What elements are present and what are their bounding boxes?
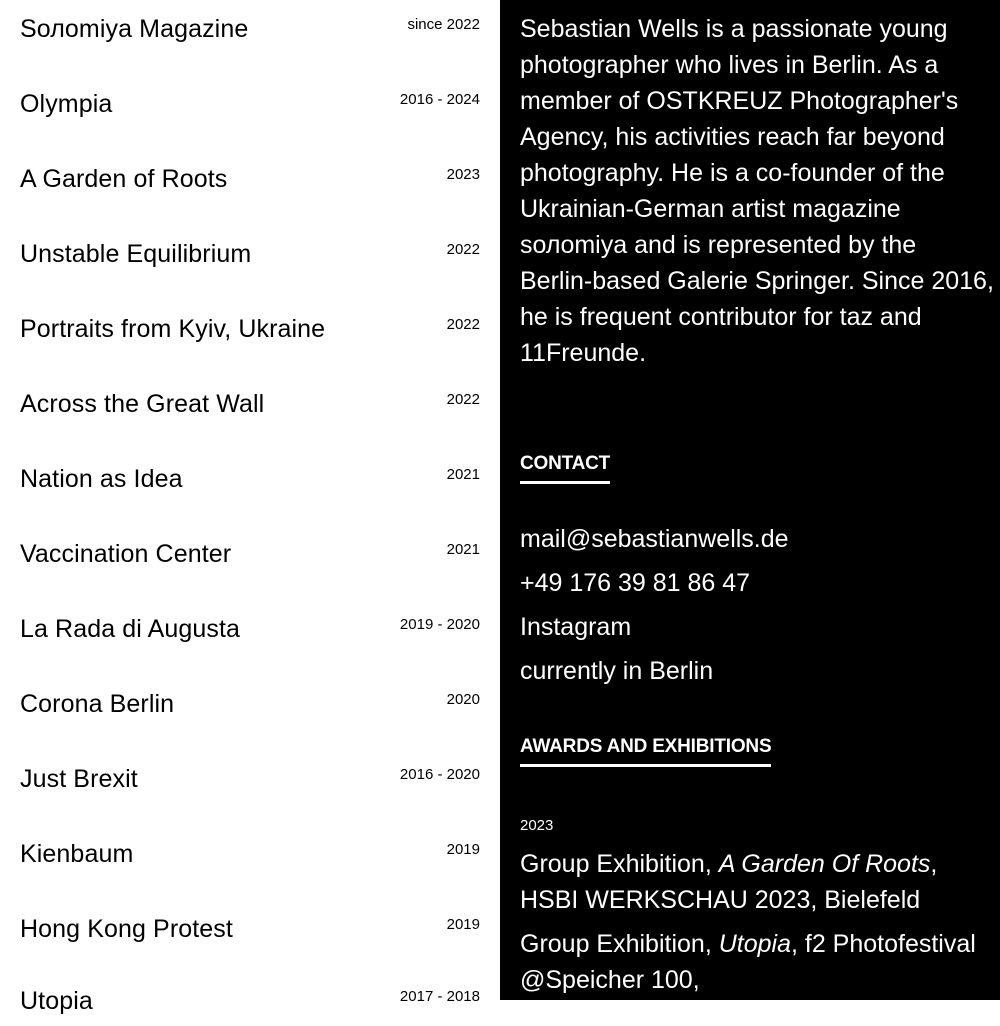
project-item-vaccination-center[interactable]: [20, 539, 480, 579]
contact-heading: CONTACT: [520, 453, 610, 484]
award-entry: [520, 926, 990, 998]
project-title: Nation as Idea: [20, 465, 183, 493]
project-title: Across the Great Wall: [20, 390, 265, 418]
project-item-olympia[interactable]: [20, 89, 480, 129]
project-title: A Garden of Roots: [20, 165, 228, 193]
project-year: 2022: [446, 241, 480, 258]
project-item-unstable-equilibrium[interactable]: [20, 239, 480, 279]
project-year: 2017 - 2018: [399, 988, 480, 1005]
project-year: since 2022: [407, 16, 480, 33]
project-year: 2023: [446, 166, 480, 183]
project-item-utopia[interactable]: [20, 986, 480, 1026]
project-title: Utopia: [20, 987, 93, 1015]
phone-link[interactable]: +49 176 39 81 86 47: [520, 569, 751, 597]
awards-heading: AWARDS AND EXHIBITIONS: [520, 736, 771, 767]
email-link[interactable]: mail@sebastianwells.de: [520, 525, 789, 553]
project-year: 2016 - 2020: [399, 766, 480, 783]
project-list: [0, 0, 500, 1015]
project-year: 2019: [446, 916, 480, 933]
project-title: Unstable Equilibrium: [20, 240, 252, 268]
award-entry-prefix: Group Exhibition,: [520, 930, 719, 958]
project-title: Vaccination Center: [20, 540, 232, 568]
project-item-hong-kong-protest[interactable]: [20, 914, 480, 954]
award-entry-suffix: , f2 Photofestival @Speicher 100,: [520, 930, 976, 994]
project-item-across-the-great-wall[interactable]: [20, 389, 480, 429]
award-entry-prefix: Group Exhibition,: [520, 850, 719, 878]
project-year: 2022: [446, 316, 480, 333]
project-year: 2020: [446, 691, 480, 708]
project-year: 2019: [446, 841, 480, 858]
award-entry-title: A Garden Of Roots: [718, 850, 931, 878]
location-text: currently in Berlin: [520, 657, 714, 685]
project-title: La Rada di Augusta: [20, 615, 241, 643]
project-title: Just Brexit: [20, 765, 138, 793]
awards-year: 2023: [520, 817, 554, 834]
project-title: Olympia: [20, 90, 113, 118]
project-item-la-rada-di-augusta[interactable]: [20, 614, 480, 654]
project-item-a-garden-of-roots[interactable]: [20, 164, 480, 204]
project-item-portraits-from-kyiv[interactable]: [20, 314, 480, 354]
project-title: Sолomiya Magazine: [20, 15, 249, 43]
project-title: Portraits from Kyiv, Ukraine: [20, 315, 326, 343]
award-entry-suffix: , HSBI WERKSCHAU 2023, Bielefeld: [520, 850, 938, 914]
project-year: 2016 - 2024: [399, 91, 480, 108]
project-year: 2022: [446, 391, 480, 408]
project-item-just-brexit[interactable]: [20, 764, 480, 804]
award-entry-title: Utopia: [718, 930, 791, 958]
project-item-kienbaum[interactable]: [20, 839, 480, 879]
project-year: 2021: [446, 466, 480, 483]
project-item-nation-as-idea[interactable]: [20, 464, 480, 504]
project-year: 2019 - 2020: [399, 616, 480, 633]
project-title: Kienbaum: [20, 840, 134, 868]
project-item-solomiya-magazine[interactable]: [20, 14, 480, 54]
project-item-corona-berlin[interactable]: [20, 689, 480, 729]
award-entry: [520, 846, 990, 918]
bio-text: Sebastian Wells is a passionate young photographer who lives in Berlin. As a member of OSTKREUZ Photographer's Agency, his activities reach far beyond photography. He is a co-founder of the Ukrainian-German artist magazine sолomiya and is represented by the Berlin-based Galerie Springer. Since 2016, he is frequent contributor for taz and 11Freunde.: [520, 15, 994, 367]
project-title: Corona Berlin: [20, 690, 175, 718]
project-title: Hong Kong Protest: [20, 915, 233, 943]
project-year: 2021: [446, 541, 480, 558]
info-panel: [500, 0, 1000, 1000]
instagram-link[interactable]: Instagram: [520, 613, 632, 641]
